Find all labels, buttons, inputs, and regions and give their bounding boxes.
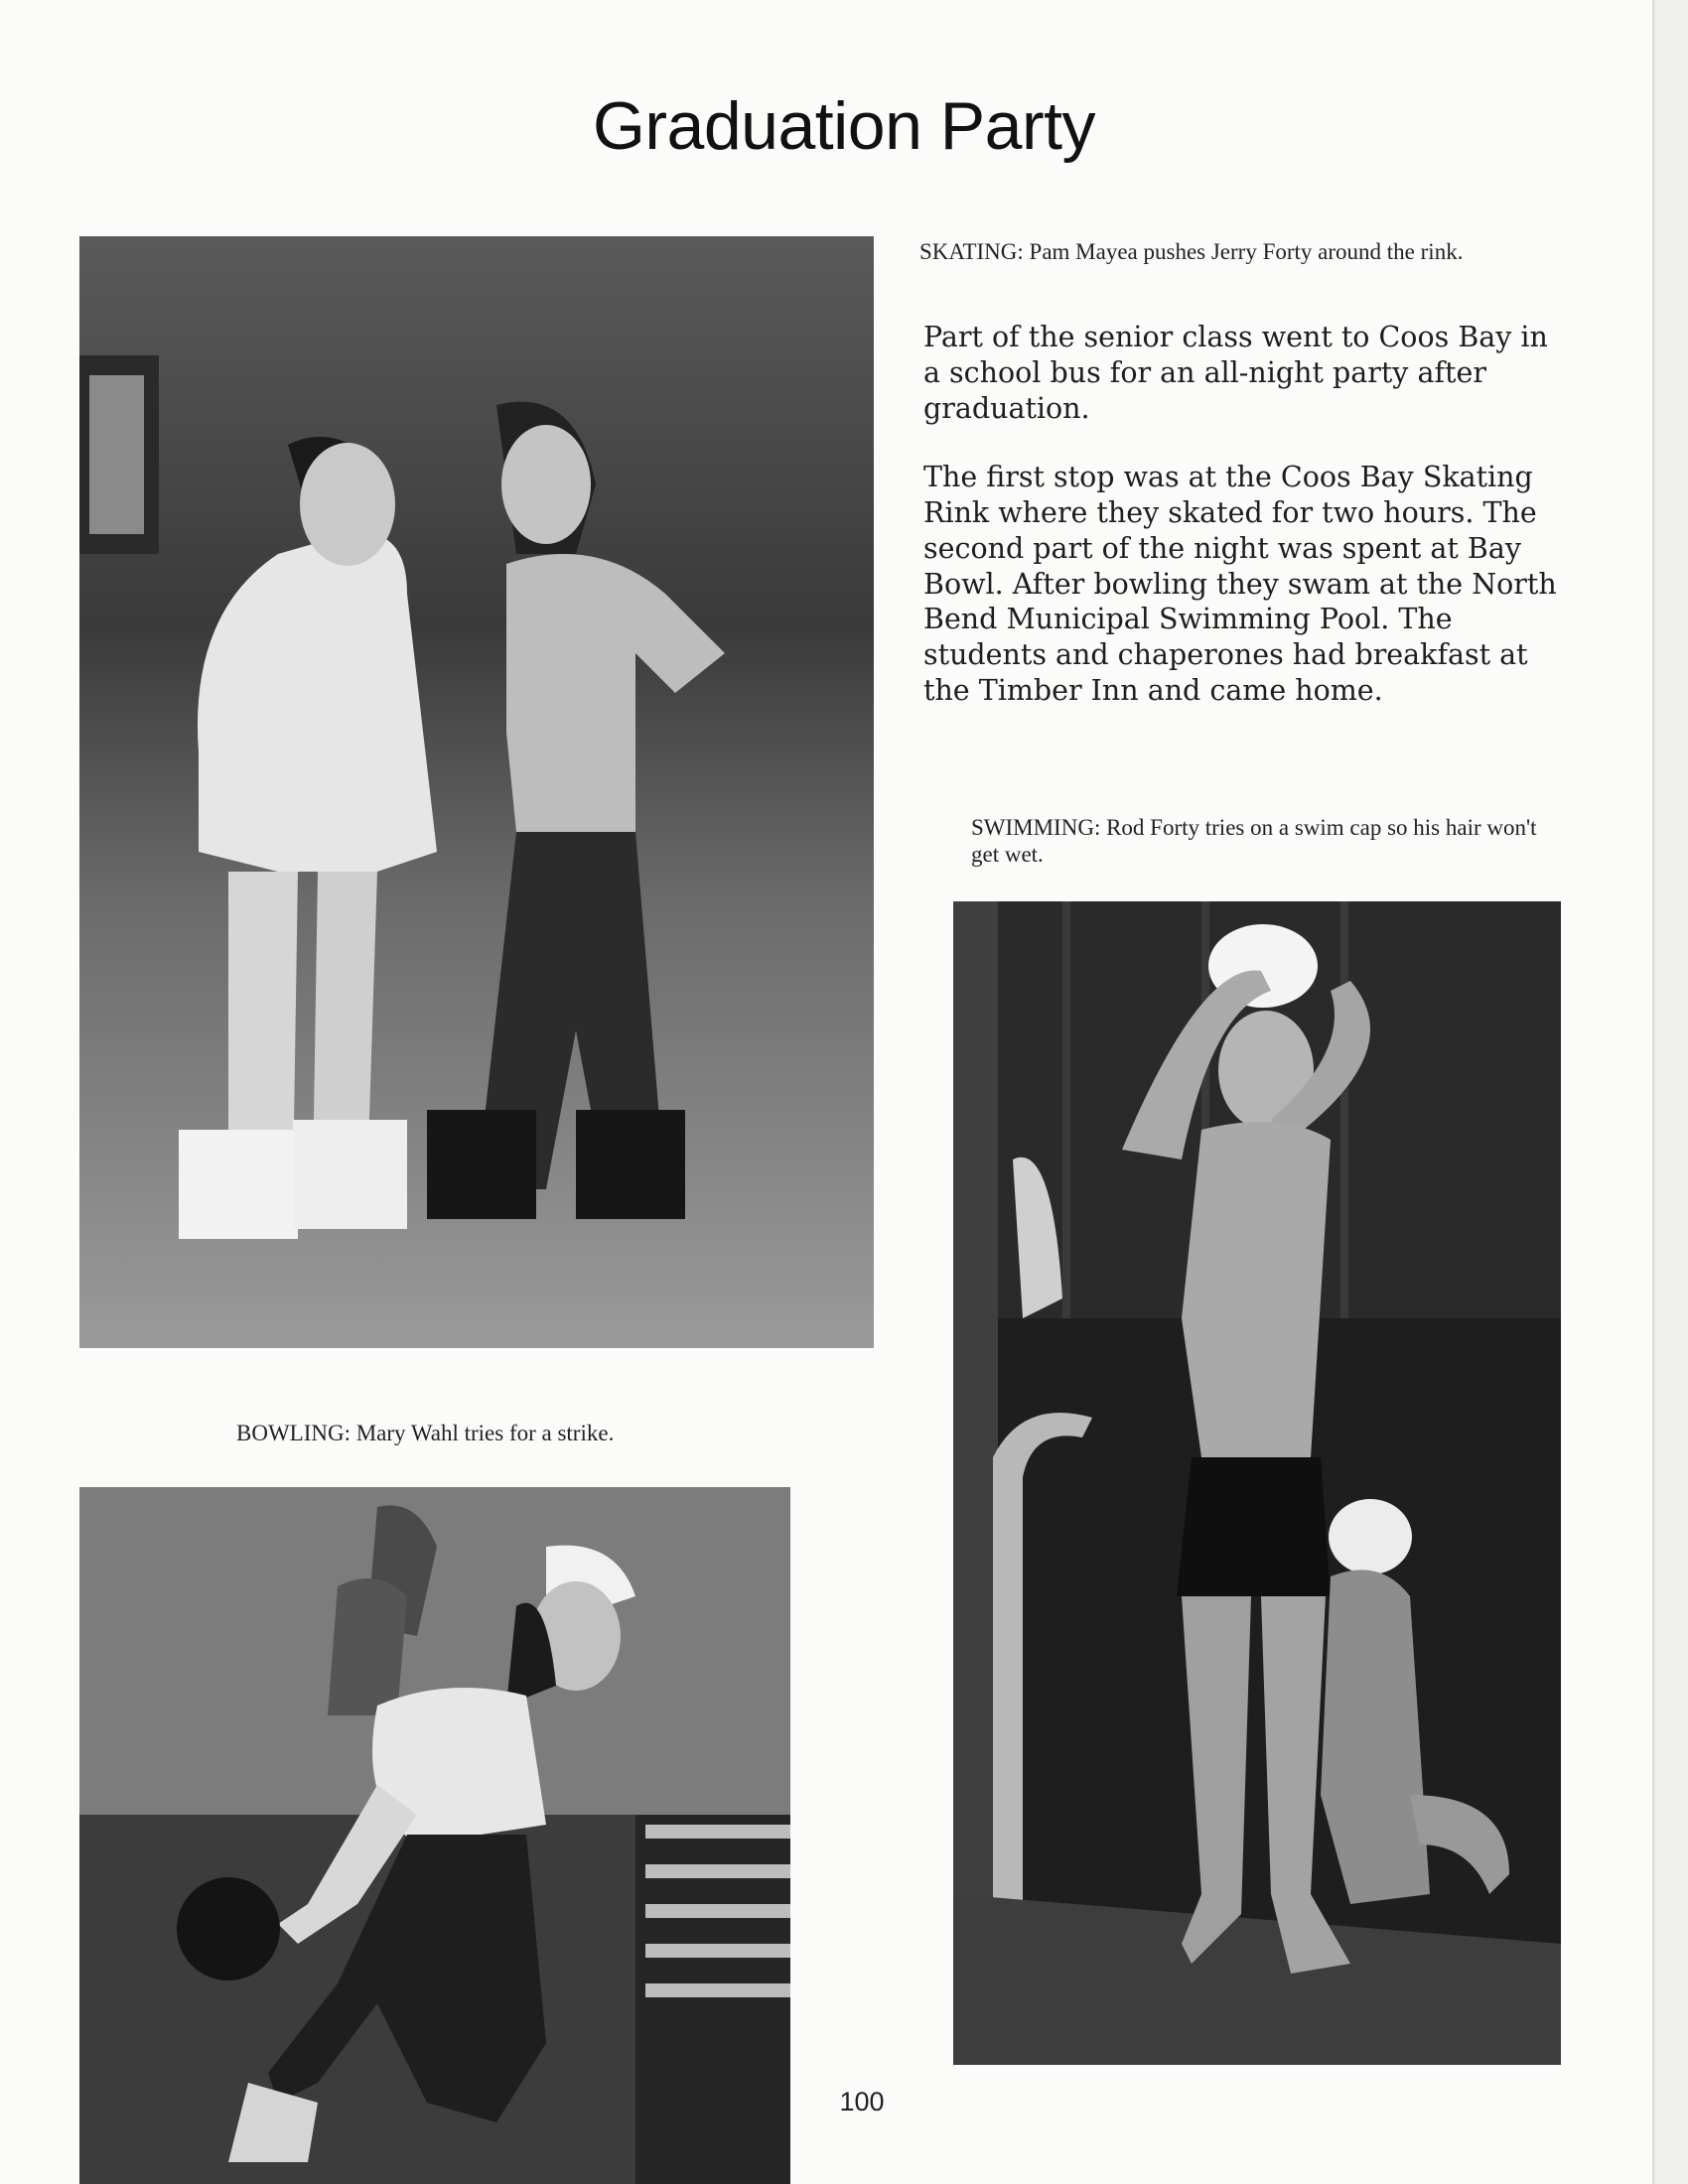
bowling-photo: [79, 1487, 790, 2184]
article-paragraph: Part of the senior class went to Coos Bay in a school bus for an all-night party after graduation.: [923, 321, 1548, 425]
swimming-caption: SWIMMING: Rod Forty tries on a swim cap so his hair won't get wet.: [971, 815, 1537, 868]
article-body: [923, 320, 1559, 743]
article-paragraph: The first stop was at the Coos Bay Skating Rink where they skated for two hours. The second part of the night was spent at Bay Bowl. After bowling they swam at the North Bend Municipal Swimming Pool. The students and chaperones had breakfast at the Timber Inn and came home.: [923, 461, 1557, 707]
skating-photo: [79, 236, 874, 1348]
page-edge: [1654, 0, 1688, 2184]
bowling-caption: BOWLING: Mary Wahl tries for a strike.: [236, 1421, 615, 1445]
skating-caption: SKATING: Pam Mayea pushes Jerry Forty around the rink.: [919, 239, 1464, 264]
page-number: 100: [839, 2087, 885, 2116]
page-title: Graduation Party: [592, 88, 1096, 164]
swimming-photo: [953, 901, 1561, 2065]
